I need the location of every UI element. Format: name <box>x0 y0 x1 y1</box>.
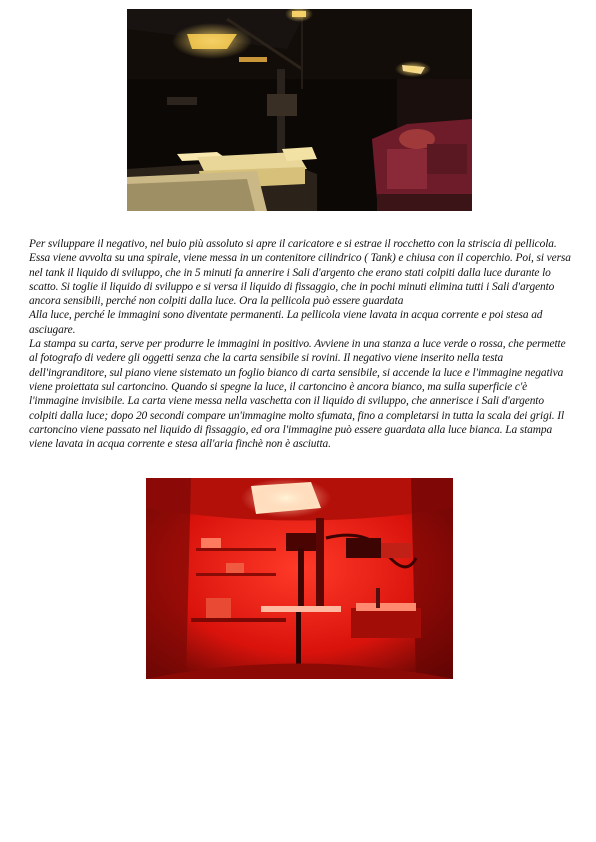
red-darkroom-photo <box>146 478 453 679</box>
paragraph-film-washing: Alla luce, perché le immagini sono diventate permanenti. La pellicola viene lavata in acqua corrente e poi stesa ad asciugare. <box>29 309 543 336</box>
paragraph-paper-printing: La stampa su carta, serve per produrre le immagini in positivo. Avviene in una stanza a luce verde o rossa, che permette al fotografo di vedere gli oggetti senza che la carta sensibile si rovini. Il negativo viene inserito nella testa dell'ingranditore, sul piano viene sistemato un foglio bianco di carta sensibile, si accende la luce e l'immagine negativa viene proiettata sul cartoncino. Quando si spegne la luce, il cartoncino è ancora bianco, ma sulla superficie c'è l'immagine invisibile. La carta viene messa nella vaschetta con il liquido di sviluppo, che annerisce i Sali d'argento colpiti dalla luce; dopo 20 secondi compare un'immagine molto sfumata, fino a completarsi in tutta la scala dei grigi. Il cartoncino viene passato nel liquido di fissaggio, ed ora l'immagine può essere guardata alla luce bianca. La stampa viene lavata in acqua corrente e stesa all'aria finchè non è asciutta. <box>29 338 566 451</box>
darkroom-photo <box>127 9 472 211</box>
paragraph-negative-development: Per sviluppare il negativo, nel buio più assoluto si apre il caricatore e si estrae il rocchetto con la striscia di pellicola. Essa viene avvolta su una spirale, viene messa in un contenitore cilindrico ( Tank) e chiusa con il coperchio. Poi, si versa nel tank il liquido di sviluppo, che in 5 minuti fa annerire i Sali d'argento che erano stati colpiti dalla luce durante lo scatto. Si toglie il liquido di sviluppo e si versa il liquido di fissaggio, che in pochi minuti elimina tutti i Sali d'argento ancora sensibili, perché non colpiti dalla luce. Ora la pellicola può essere guardata <box>29 238 571 308</box>
article-text <box>29 237 573 451</box>
